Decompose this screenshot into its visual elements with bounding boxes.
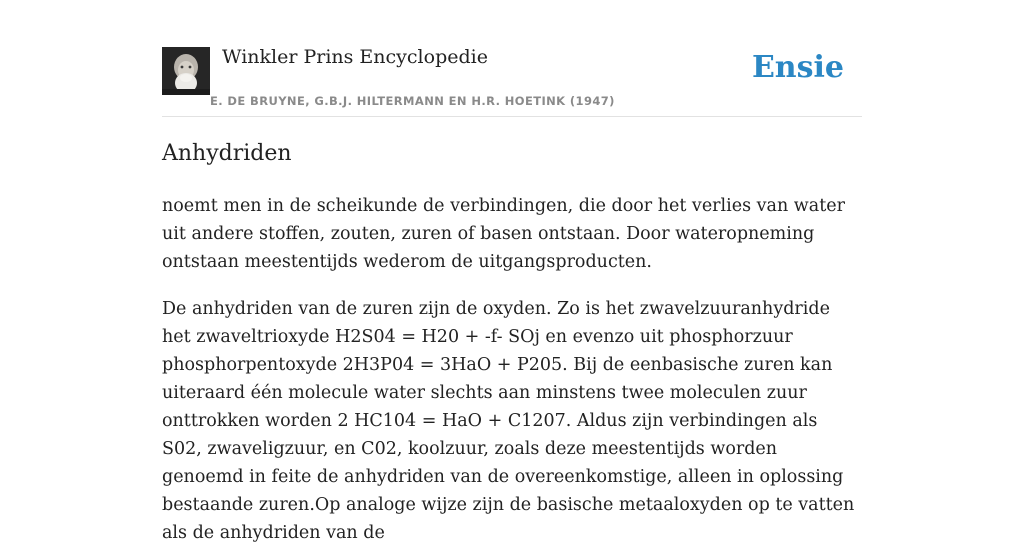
- article: [162, 138, 862, 547]
- book-title[interactable]: Winkler Prins Encyclopedie: [222, 46, 488, 68]
- book-authors: E. DE BRUYNE, G.B.J. HILTERMANN EN H.R. HOETINK (1947): [210, 94, 615, 108]
- ensie-logo-link[interactable]: Ensie: [751, 50, 844, 85]
- portrait-avatar[interactable]: [162, 47, 210, 95]
- article-paragraph: noemt men in de scheikunde de verbindingen, die door het verlies van water uit andere stoffen, zouten, zuren of basen ontstaan. Door wateropneming ontstaan meestentijds wederom de uitgangsproducten.: [162, 196, 845, 272]
- book-header: [162, 40, 862, 117]
- portrait-icon: [162, 47, 210, 95]
- article-paragraph: De anhydriden van de zuren zijn de oxyden. Zo is het zwavelzuuranhydride het zwaveltrioxyde H2S04 = H20 + -f- SOj en evenzo uit phosphorzuur phosphorpentoxyde 2H3P04 = 3HaO + P205. Bij de eenbasische zuren kan uiteraard één molecule water slechts aan minstens twee moleculen zuur onttrokken worden 2 HC104 = HaO + C1207. Aldus zijn verbindingen als S02, zwaveligzuur, en C02, koolzuur, zoals deze meestentijds worden genoemd in feite de anhydriden van de overeenkomstige, alleen in oplossing bestaande zuren.Op analoge wijze zijn de basische metaaloxyden op te vatten als de anhydriden van de: [162, 299, 855, 543]
- article-title: Anhydriden: [162, 141, 292, 166]
